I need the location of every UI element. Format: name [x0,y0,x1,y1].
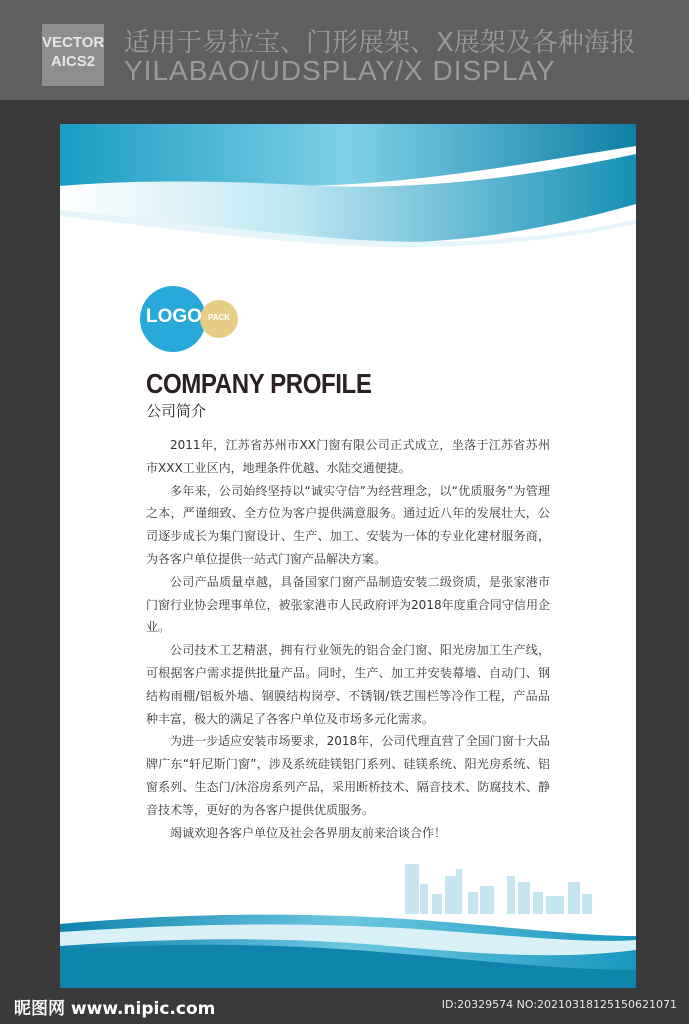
profile-paragraph: 2011年，江苏省苏州市XX门窗有限公司正式成立，坐落于江苏省苏州市XXX工业区内，地理条件优越、水陆交通便捷。 [146,438,550,475]
city-skyline [405,864,592,914]
profile-title: COMPANY PROFILE [146,368,372,399]
profile-paragraph: 为进一步适应安装市场要求，2018年，公司代理直营了全国门窗十大品牌广东“轩尼斯门窗”，涉及系统硅镁铝门系列、硅镁系统、阳光房系统、铝窗系列、生态门/沐浴房系列产品，采用断桥技术、隔音技术、防腐技术、静音技术等，更好的为各客户提供优质服务。 [146,734,550,817]
pack-text: PACK [207,313,231,322]
profile-paragraph: 多年来，公司始终坚持以“诚实守信”为经营理念，以“优质服务”为管理之本，严谨细致、全方位为客户提供满意服务。通过近八年的发展壮大，公司逐步成长为集门窗设计、生产、加工、安装为一体的专业化建材服务商，为各客户单位提供一站式门窗产品解决方案。 [146,483,550,566]
profile-body [146,434,550,844]
watermark-site: 昵图网 www.nipic.com [14,999,216,1019]
poster [60,124,636,988]
profile-paragraph: 竭诚欢迎各客户单位及社会各界朋友前来洽谈合作！ [170,825,447,840]
badge-line1: VECTOR [42,34,105,51]
header-title-cn: 适用于易拉宝、门形展架、X展架及各种海报 [124,28,636,58]
profile-paragraph: 公司产品质量卓越，具备国家门窗产品制造安装二级资质，是张家港市门窗行业协会理事单位，被张家港市人民政府评为2018年度重合同守信用企业。 [146,574,550,635]
watermark-id: ID:20329574 NO:20210318125150621071 [441,998,677,1011]
top-banner [0,0,689,100]
vector-badge [42,24,104,86]
badge-line2: AICS2 [50,53,96,70]
header-title-en: YILABAO/UDSPLAY/X DISPLAY [124,55,556,86]
logo-text: LOGO [146,306,202,327]
profile-subtitle: 公司简介 [146,402,207,420]
profile-paragraph: 公司技术工艺精湛，拥有行业领先的铝合金门窗、阳光房加工生产线，可根据客户需求提供批量产品。同时，生产、加工并安装幕墙、自动门、钢结构雨棚/铝板外墙、钢膜结构岗亭、不锈钢/铁艺围栏等冷作工程，产品品种丰富，极大的满足了各客户单位及市场多元化需求。 [146,643,550,726]
